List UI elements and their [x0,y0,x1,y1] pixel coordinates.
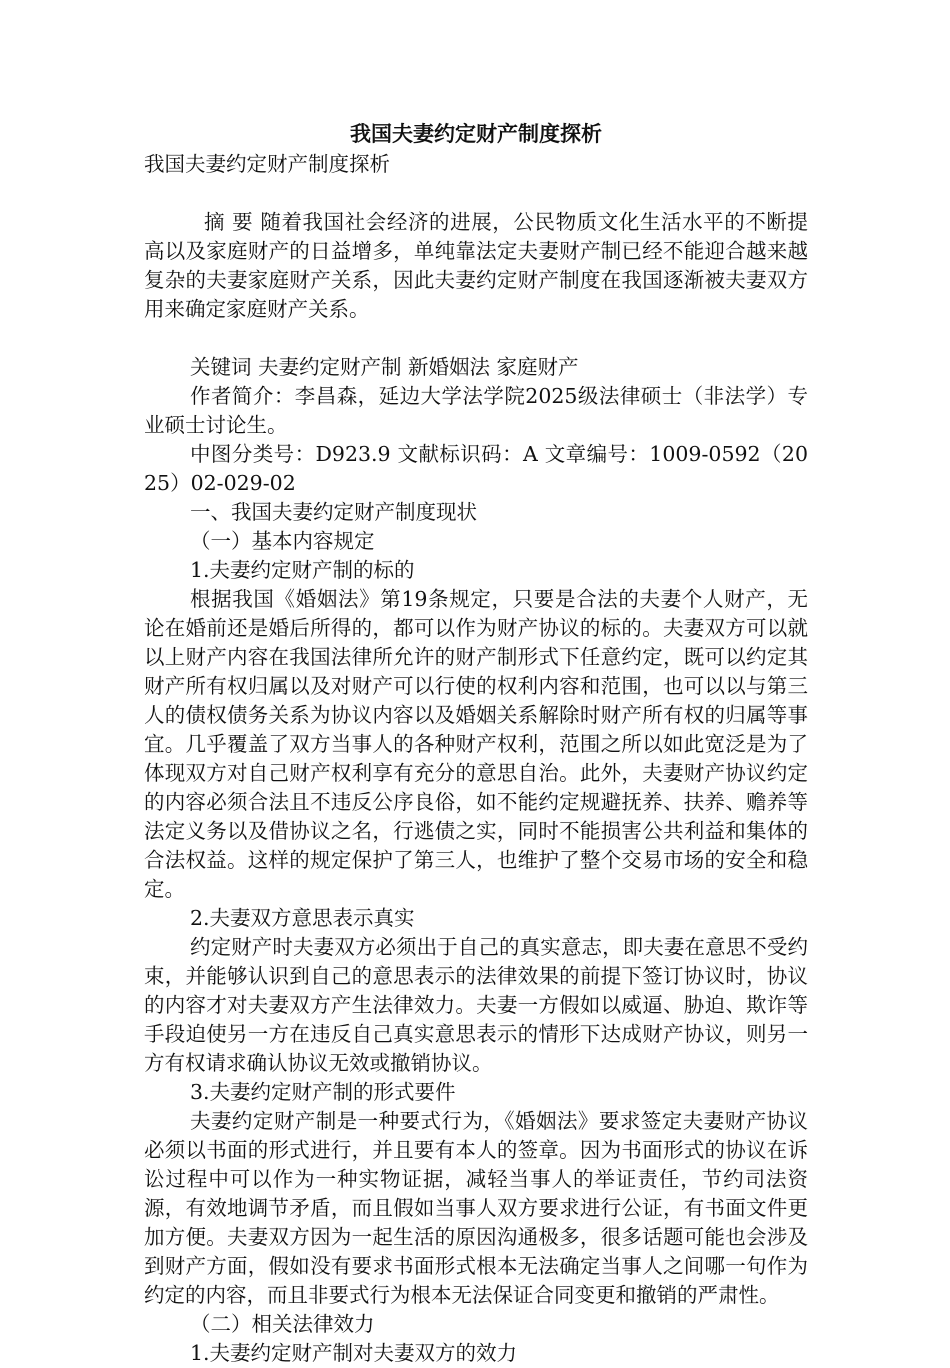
body-paragraph: 根据我国《婚姻法》第19条规定，只要是合法的夫妻个人财产，无论在婚前还是婚后所得的，都可以作为财产协议的标的。夫妻双方可以就以上财产内容在我国法律所允许的财产制形式下任意约定，既可以约定其财产所有权归属以及对财产可以行使的权利内容和范围，也可以以与第三人的债权债务关系为协议内容以及婚姻关系解除时财产所有权的归属等事宜。几乎覆盖了双方当事人的各种财产权利，范围之所以如此宽泛是为了体现双方对自己财产权利享有充分的意思自治。此外，夫妻财产协议约定的内容必须合法且不违反公序良俗，如不能约定规避抚养、扶养、赡养等法定义务以及借协议之名，行逃债之实，同时不能损害公共利益和集体的合法权益。这样的规定保护了第三人，也维护了整个交易市场的安全和稳定。 [144,587,808,901]
keywords-line: 关键词 夫妻约定财产制 新婚姻法 家庭财产 [190,355,579,379]
section-heading: 一、我国夫妻约定财产制度现状 [190,500,477,524]
body-paragraph: 约定财产时夫妻双方必须出于自己的真实意志，即夫妻在意思不受约束，并能够认识到自己的意思表示的法律效果的前提下签订协议时，协议的内容才对夫妻双方产生法律效力。夫妻一方假如以威逼、胁迫、欺诈等手段迫使另一方在违反自己真实意思表示的情形下达成财产协议，则另一方有权请求确认协议无效或撤销协议。 [144,935,808,1075]
subsection-heading: （一）基本内容规定 [190,529,375,553]
item-heading: 2.夫妻双方意思表示真实 [190,906,415,930]
item-heading: 3.夫妻约定财产制的形式要件 [190,1080,456,1104]
document-page [144,120,808,1368]
item-heading: 1.夫妻约定财产制对夫妻双方的效力 [190,1341,518,1365]
document-title: 我国夫妻约定财产制度探析 [350,121,602,146]
body-paragraph: 夫妻约定财产制是一种要式行为，《婚姻法》要求签定夫妻财产协议必须以书面的形式进行，并且要有本人的签章。因为书面形式的协议在诉讼过程中可以作为一种实物证据，减轻当事人的举证责任，节约司法资源，有效地调节矛盾，而且假如当事人双方要求进行公证，有书面文件更加方便。夫妻双方因为一起生活的原因沟通极多，很多话题可能也会涉及到财产方面，假如没有要求书面形式根本无法确定当事人之间哪一句作为约定的内容，而且非要式行为根本无法保证合同变更和撤销的严肃性。 [144,1109,808,1307]
abstract-paragraph: 摘 要 随着我国社会经济的进展，公民物质文化生活水平的不断提高以及家庭财产的日益增多，单纯靠法定夫妻财产制已经不能迎合越来越复杂的夫妻家庭财产关系，因此夫妻约定财产制度在我国逐渐被夫妻双方用来确定家庭财产关系。 [144,210,808,321]
item-heading: 1.夫妻约定财产制的标的 [190,558,415,582]
document-subtitle: 我国夫妻约定财产制度探析 [144,152,390,176]
classification-line: 中图分类号：D923.9 文献标识码：A 文章编号：1009-0592（2025）02-029-02 [144,442,808,495]
spacer [144,324,808,353]
spacer [144,179,808,208]
subsection-heading: （二）相关法律效力 [190,1312,375,1336]
author-intro: 作者简介：李昌森，延边大学法学院2025级法律硕士（非法学）专业硕士讨论生。 [144,384,808,437]
